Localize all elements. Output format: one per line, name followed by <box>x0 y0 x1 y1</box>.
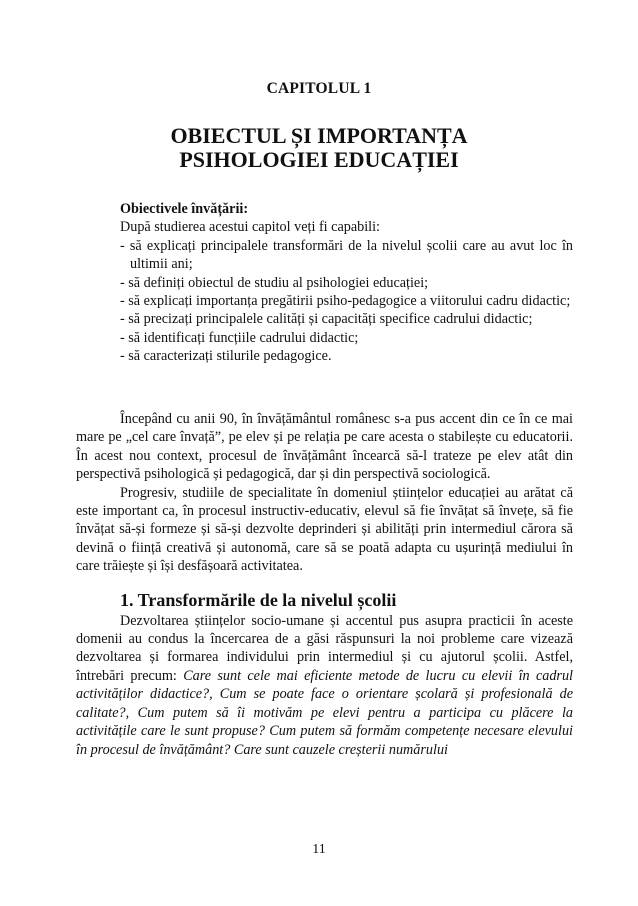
objective-item: - să identificați funcțiile cadrului didactic; <box>120 329 359 346</box>
objective-item: - să explicați importanța pregătirii psiho-pedagogice a viitorului cadru didactic; <box>120 293 571 310</box>
objective-item: - să precizați principalele calități și capacități specifice cadrului didactic; <box>120 311 533 328</box>
paragraph: Începând cu anii 90, în învățământul românesc s-a pus accent din ce în ce mai mare pe „cel care învață”, pe elev și pe relația pe care acesta o stabilește cu educatorii. În acest nou context, procesul de învățământ încearcă să-l trateze pe elev atât din perspectivă psihologică și pedagogică, dar și din perspectivă sociologică. <box>76 411 573 483</box>
chapter-label: CAPITOLUL 1 <box>266 80 372 97</box>
section-heading: 1. Transformările de la nivelul școlii <box>120 589 397 610</box>
learning-objectives <box>120 200 573 366</box>
objective-item: - să explicați principalele transformări de la nivelul școlii care au avut loc în ultimii ani; <box>120 237 573 273</box>
page-number: 11 <box>312 842 326 857</box>
body-text <box>76 410 573 759</box>
objective-item: - să caracterizați stilurile pedagogice. <box>120 348 332 365</box>
chapter-title <box>0 124 638 172</box>
chapter-title-line-1: OBIECTUL ȘI IMPORTANȚA <box>170 123 468 148</box>
paragraph-italic-questions: Care sunt cele mai eficiente metode de lucru cu elevii în cadrul activităților didactice?, Cum se poate face o orientare școlară și profesională de calitate?, Cum putem să îi motivăm pe elevi pentru a participa cu plăcere la activitățile care le sunt propuse? Cum putem să formăm competențe necesare elevului în procesul de învățământ? Care sunt cauzele creșterii numărului <box>76 667 573 758</box>
paragraph-text: Dezvoltarea științelor socio-umane și accentul pus asupra practicii în aceste domenii au condus la încercarea de a găsi răspunsuri la noi probleme care vizează dezvoltarea și formarea individului prin intermediul și cu ajutorul școlii. Astfel, întrebări precum: <box>76 612 573 684</box>
paragraph <box>76 612 573 759</box>
objectives-intro: După studierea acestui capitol veți fi capabili: <box>120 219 381 236</box>
objectives-heading: Obiectivele învățării: <box>120 201 249 217</box>
chapter-title-line-2: PSIHOLOGIEI EDUCAȚIEI <box>179 147 459 172</box>
paragraph: Progresiv, studiile de specialitate în domeniul științelor educației au arătat că este important ca, în procesul instructiv-educativ, elevul să fie învățat să învețe, să fie învățat să-și formeze și să-și dezvolte deprinderi și abilități prin intermediul cărora să devină o ființă creativă și autonomă, care să se poată adapta cu ușurință mediului în care trăiește și își desfășoară activitatea. <box>76 484 573 575</box>
objective-item: - să definiți obiectul de studiu al psihologiei educației; <box>120 274 429 291</box>
